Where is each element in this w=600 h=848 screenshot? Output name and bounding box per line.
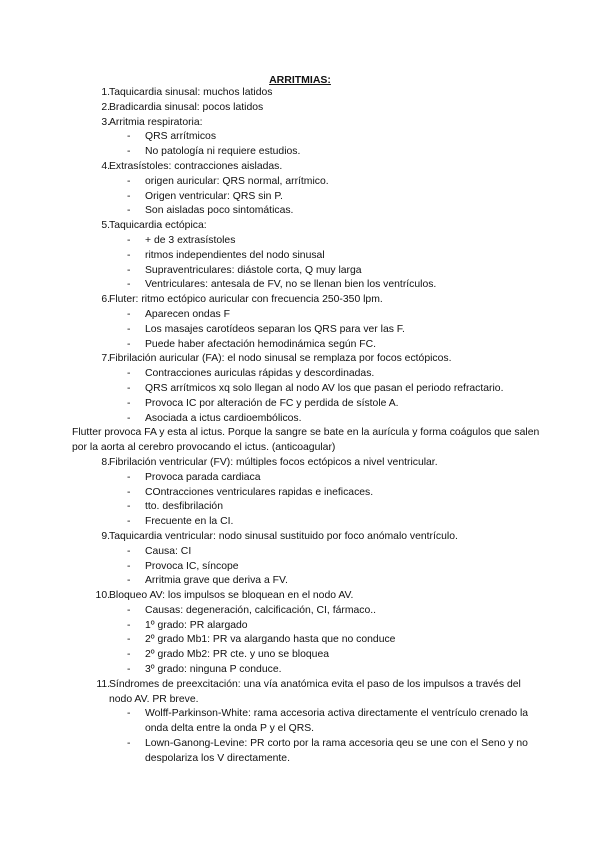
sub-item-text: COntracciones ventriculares rapidas e ineficaces. [145,486,374,498]
sub-item [0,574,600,589]
sub-item [0,190,600,205]
sub-item-text: Los masajes carotídeos separan los QRS para ver las F. [145,323,405,335]
bullet-dash: - [127,249,131,261]
sub-item [0,308,600,323]
item-text: Bloqueo AV: los impulsos se bloquean en el nodo AV. [109,590,354,602]
item-number: 2. [101,101,110,113]
item-number: 3. [101,116,110,128]
sub-item [0,486,600,501]
sub-item-text: tto. desfibrilación [145,501,223,513]
sub-item-text: Provoca IC, síncope [145,560,239,572]
sub-item [0,234,600,249]
sub-item-text: Provoca IC por alteración de FC y perdida de sístole A. [145,397,399,409]
list-item [0,101,600,116]
bullet-dash: - [127,649,131,661]
sub-item [0,278,600,293]
sub-item [0,648,600,663]
sub-item [0,619,600,634]
bullet-dash: - [127,619,131,631]
bullet-dash: - [127,205,131,217]
sub-item [0,264,600,279]
sub-item [0,545,600,560]
bullet-dash: - [127,634,131,646]
item-text: Extrasístoles: contracciones aisladas. [109,160,283,172]
notes-list [0,86,600,767]
item-text: Bradicardia sinusal: pocos latidos [109,101,264,113]
bullet-dash: - [127,412,131,424]
list-item [0,160,600,175]
bullet-dash: - [127,604,131,616]
item-text: Taquicardia ectópica: [109,220,207,232]
sub-item-text: ritmos independientes del nodo sinusal [145,249,325,261]
bullet-dash: - [127,234,131,246]
sub-item-text: Aparecen ondas F [145,308,230,320]
sub-item-text: QRS arrítmicos [145,131,217,143]
sub-item [0,515,600,530]
bullet-dash: - [127,560,131,572]
item-number: 6. [101,294,110,306]
list-item [0,589,600,604]
item-number: 7. [101,353,110,365]
bullet-dash: - [127,501,131,513]
bullet-dash: - [127,338,131,350]
list-item [0,219,600,234]
sub-item [0,412,600,427]
bullet-dash: - [127,738,131,750]
sub-item-text: 2º grado Mb1: PR va alargando hasta que no conduce [145,634,396,646]
item-text: Taquicardia sinusal: muchos latidos [109,87,273,98]
item-number: 4. [101,160,110,172]
sub-item [0,145,600,160]
item-number: 9. [101,530,110,542]
sub-item-text: Ventriculares: antesala de FV, no se llenan bien los ventrículos. [145,279,437,291]
sub-item [0,397,600,412]
list-item [0,352,600,367]
sub-item-text: QRS arrítmicos xq solo llegan al nodo AV los que pasan el periodo refractario. [145,382,504,394]
sub-item-text: Origen ventricular: QRS sin P. [145,190,283,202]
sub-item [0,249,600,264]
bullet-dash: - [127,545,131,557]
item-text: Arritmia respiratoria: [109,116,203,128]
bullet-dash: - [127,323,131,335]
item-text: Fibrilación ventricular (FV): múltiples focos ectópicos a nivel ventricular. [109,456,438,468]
sub-item-text: Causa: CI [145,545,192,557]
sub-item-text: 3º grado: ninguna P conduce. [145,664,282,676]
sub-item-text: Puede haber afectación hemodinámica según FC. [145,338,377,350]
item-number: 10. [95,590,110,602]
bullet-dash: - [127,146,131,158]
item-number: 1. [101,87,110,98]
sub-item-text: Wolff-Parkinson-White: rama accesoria activa directamente el ventrículo crenado la onda delta entre la onda P y el QRS. [145,708,529,735]
sub-item-text: Lown-Ganong-Levine: PR corto por la rama accesoria qeu se une con el Seno y no despolariza los V directamente. [145,738,528,764]
bullet-dash: - [127,471,131,483]
sub-item [0,500,600,515]
sub-item [0,338,600,353]
list-item [0,456,600,471]
item-text: Taquicardia ventricular: nodo sinusal sustituido por foco anómalo ventrículo. [109,530,458,542]
item-number: 11. [96,678,110,690]
sub-item-text: + de 3 extrasístoles [145,234,236,246]
page-title: ARRITMIAS: [269,74,331,86]
bullet-dash: - [127,131,131,143]
bullet-dash: - [127,190,131,202]
sub-item-text: No patología ni requiere estudios. [145,146,301,158]
bullet-dash: - [127,516,131,528]
flutter-note: Flutter provoca FA y esta al ictus. Porque la sangre se bate en la aurícula y forma coágulos que salen por la aorta al cerebro provocando el ictus. (anticoagular) [72,427,540,454]
bullet-dash: - [127,486,131,498]
sub-item-text: origen auricular: QRS normal, arrítmico. [145,175,329,187]
sub-item-text: Provoca parada cardiaca [145,471,261,483]
sub-item [0,707,600,737]
bullet-dash: - [127,382,131,394]
sub-item-text: Son aisladas poco sintomáticas. [145,205,294,217]
item-text: Fluter: ritmo ectópico auricular con frecuencia 250-350 lpm. [109,294,383,306]
sub-item [0,204,600,219]
bullet-dash: - [127,397,131,409]
list-item [0,678,600,708]
sub-item-text: Contracciones auriculas rápidas y descordinadas. [145,368,375,380]
list-item [0,293,600,308]
sub-item [0,130,600,145]
sub-item [0,323,600,338]
bullet-dash: - [127,264,131,276]
bullet-dash: - [127,175,131,187]
sub-item [0,737,600,767]
sub-item [0,663,600,678]
sub-item [0,175,600,190]
bullet-dash: - [127,279,131,291]
bullet-dash: - [127,308,131,320]
sub-item [0,367,600,382]
item-number: 5. [101,220,110,232]
list-item [0,530,600,545]
item-number: 8. [101,456,110,468]
sub-item-text: Supraventriculares: diástole corta, Q muy larga [145,264,362,276]
sub-item [0,382,600,397]
sub-item [0,560,600,575]
bullet-dash: - [127,575,131,587]
sub-item-text: Frecuente en la CI. [145,516,234,528]
list-item [0,116,600,131]
sub-item-text: Asociada a ictus cardioembólicos. [145,412,302,424]
bullet-dash: - [127,708,131,720]
sub-item-text: 2º grado Mb2: PR cte. y uno se bloquea [145,649,330,661]
sub-item-text: 1º grado: PR alargado [145,619,248,631]
sub-item [0,633,600,648]
sub-item [0,471,600,486]
item-text: Síndromes de preexcitación: una vía anatómica evita el paso de los impulsos a través del nodo AV. PR breve. [109,678,521,705]
list-item [0,86,600,101]
sub-item-text: Arritmia grave que deriva a FV. [145,575,288,587]
bullet-dash: - [127,368,131,380]
item-text: Fibrilación auricular (FA): el nodo sinusal se remplaza por focos ectópicos. [109,353,452,365]
bullet-dash: - [127,664,131,676]
sub-item [0,604,600,619]
sub-item-text: Causas: degeneración, calcificación, CI, fármaco.. [145,604,377,616]
